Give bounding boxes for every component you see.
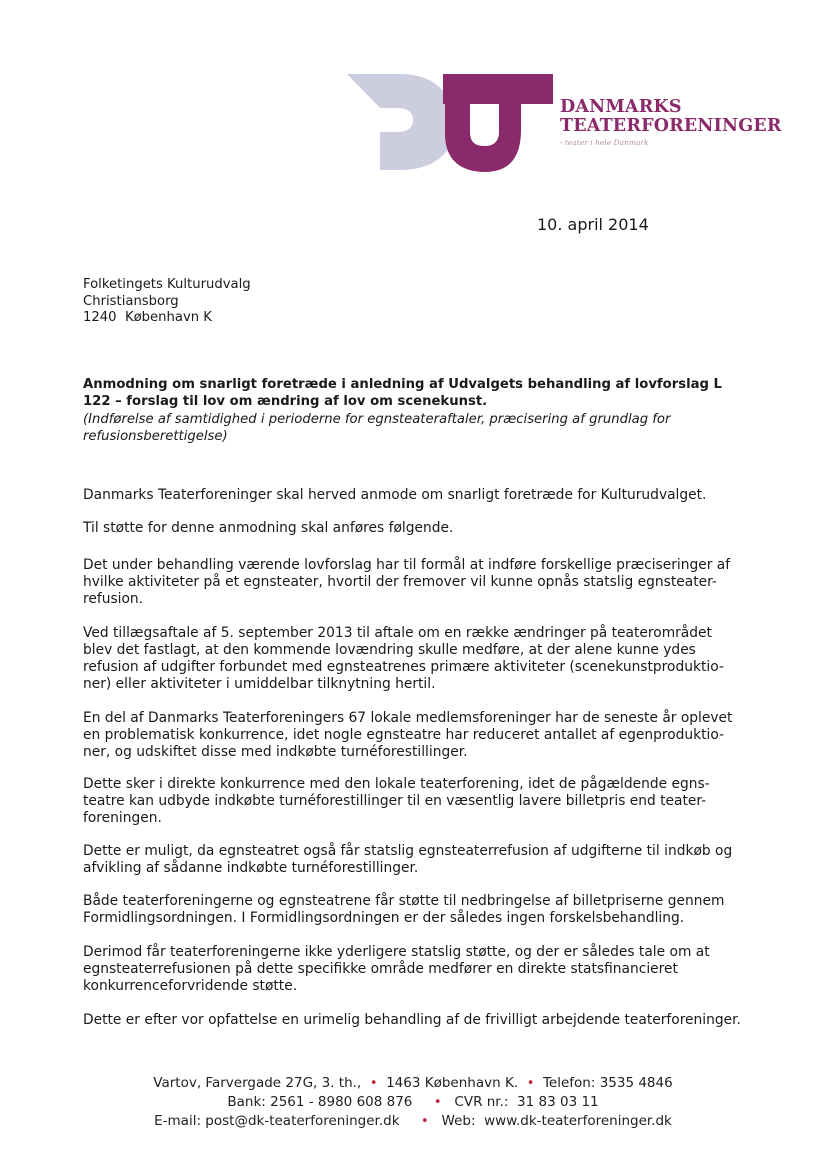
paragraph-line: Danmarks Teaterforeninger skal herved anmode om snarligt foretræde for Kulturudvalget. (83, 487, 707, 503)
paragraph-line: Ved tillægsaftale af 5. september 2013 til aftale om en række ændringer på teaterområdet (83, 625, 712, 641)
paragraph-line: foreningen. (83, 809, 162, 826)
logo (345, 70, 782, 175)
logo-t-shape (443, 74, 553, 172)
footer-city: 1463 København K. (386, 1075, 519, 1091)
body-paragraph (83, 487, 755, 504)
bullet-icon: • (433, 1095, 442, 1110)
paragraph-line: Derimod får teaterforeningerne ikke yderligere statslig støtte, og der er således tale om at (83, 944, 710, 960)
logo-wordmark (560, 98, 782, 136)
recipient-line: 1240 København K (83, 310, 212, 325)
paragraph-line: ner, og udskiftet disse med indkøbte turnéforestillinger. (83, 743, 468, 760)
paragraph-line: teatre kan udbyde indkøbte turnéforestillinger til en væsentlig lavere billetpris end teater- (83, 792, 707, 809)
paragraph-line: Både teaterforeningerne og egnsteatrene får støtte til nedbringelse af billetpriserne gennem (83, 893, 725, 909)
paragraph-line: En del af Danmarks Teaterforeningers 67 lokale medlemsforeninger har de seneste år oplevet (83, 710, 733, 726)
bullet-icon: • (526, 1076, 535, 1091)
subject-heading (83, 377, 743, 410)
footer-row-contact (0, 1074, 826, 1093)
footer-row-bank (0, 1093, 826, 1112)
letter-date: 10. april 2014 (537, 215, 649, 234)
paragraph-line: konkurrenceforvridende støtte. (83, 977, 298, 994)
body-paragraph (83, 776, 755, 827)
footer-phone: Telefon: 3535 4846 (542, 1075, 673, 1091)
subject-note-line: (Indførelse af samtidighed i perioderne for egnsteateraftaler, præcisering af grundlag for (83, 412, 671, 427)
logo-d-shape (347, 74, 455, 170)
body-paragraph (83, 710, 755, 761)
footer-bank: Bank: 2561 - 8980 608 876 (227, 1094, 413, 1110)
subject-note (83, 412, 743, 445)
recipient-line: Folketingets Kulturudvalg (83, 277, 251, 292)
paragraph-line: egnsteaterrefusionen på dette specifikke område medfører en direkte statsfinancieret (83, 960, 678, 977)
body-paragraph (83, 625, 755, 693)
subject-line: 122 – forslag til lov om ændring af lov om scenekunst. (83, 393, 488, 409)
bullet-icon: • (369, 1076, 378, 1091)
recipient-line: Christiansborg (83, 293, 179, 309)
paragraph-line: refusion. (83, 590, 144, 607)
logo-line-1: DANMARKS (560, 97, 682, 117)
footer-email[interactable]: E-mail: post@dk-teaterforeninger.dk (154, 1113, 400, 1129)
paragraph-line: blev det fastlagt, at den kommende lovændring skulle medføre, at der alene kunne ydes (83, 641, 696, 658)
footer-address: Vartov, Farvergade 27G, 3. th., (153, 1075, 362, 1091)
paragraph-line: ner) eller aktiviteter i umiddelbar tilknytning hertil. (83, 675, 436, 692)
body-paragraph (83, 1012, 755, 1029)
paragraph-line: Formidlingsordningen. I Formidlingsordningen er der således ingen forskelsbehandling. (83, 909, 685, 926)
paragraph-line: Dette sker i direkte konkurrence med den lokale teaterforening, idet de pågældende egns- (83, 776, 710, 792)
paragraph-line: refusion af udgifter forbundet med egnsteatrenes primære aktiviteter (scenekunstproduktio- (83, 658, 724, 675)
paragraph-line: Til støtte for denne anmodning skal anføres følgende. (83, 520, 454, 536)
footer-cvr: CVR nr.: 31 83 03 11 (454, 1094, 599, 1110)
body-paragraph (83, 520, 755, 537)
paragraph-line: Det under behandling værende lovforslag har til formål at indføre forskellige præciseringer af (83, 557, 731, 573)
dt-logo-mark (345, 70, 560, 175)
bullet-icon: • (421, 1114, 429, 1129)
paragraph-line: afvikling af sådanne indkøbte turnéforestillinger. (83, 859, 419, 876)
paragraph-line: Dette er efter vor opfattelse en urimelig behandling af de frivilligt arbejdende teaterforeninger. (83, 1012, 741, 1028)
body-paragraph (83, 944, 755, 995)
paragraph-line: Dette er muligt, da egnsteatret også får statslig egnsteaterrefusion af udgifterne til indkøb og (83, 843, 733, 859)
logo-tagline: - teater i hele Danmark (560, 138, 649, 147)
body-paragraph (83, 893, 755, 927)
body-paragraph (83, 843, 755, 877)
paragraph-line: hvilke aktiviteter på et egnsteater, hvortil der fremover vil kunne opnås statslig egnsteater- (83, 573, 717, 590)
paragraph-line: en problematisk konkurrence, idet nogle egnsteatre har reduceret antallet af egenproduktio- (83, 726, 725, 743)
subject-line: Anmodning om snarligt foretræde i anledning af Udvalgets behandling af lovforslag L (83, 377, 722, 392)
footer-web[interactable]: Web: www.dk-teaterforeninger.dk (441, 1113, 672, 1129)
logo-line-2: TEATERFORENINGER (560, 116, 782, 136)
letterhead-footer (0, 1074, 826, 1131)
subject-note-line: refusionsberettigelse) (83, 428, 228, 444)
body-paragraph (83, 557, 755, 608)
footer-row-web (0, 1112, 826, 1131)
recipient-address (83, 277, 251, 327)
